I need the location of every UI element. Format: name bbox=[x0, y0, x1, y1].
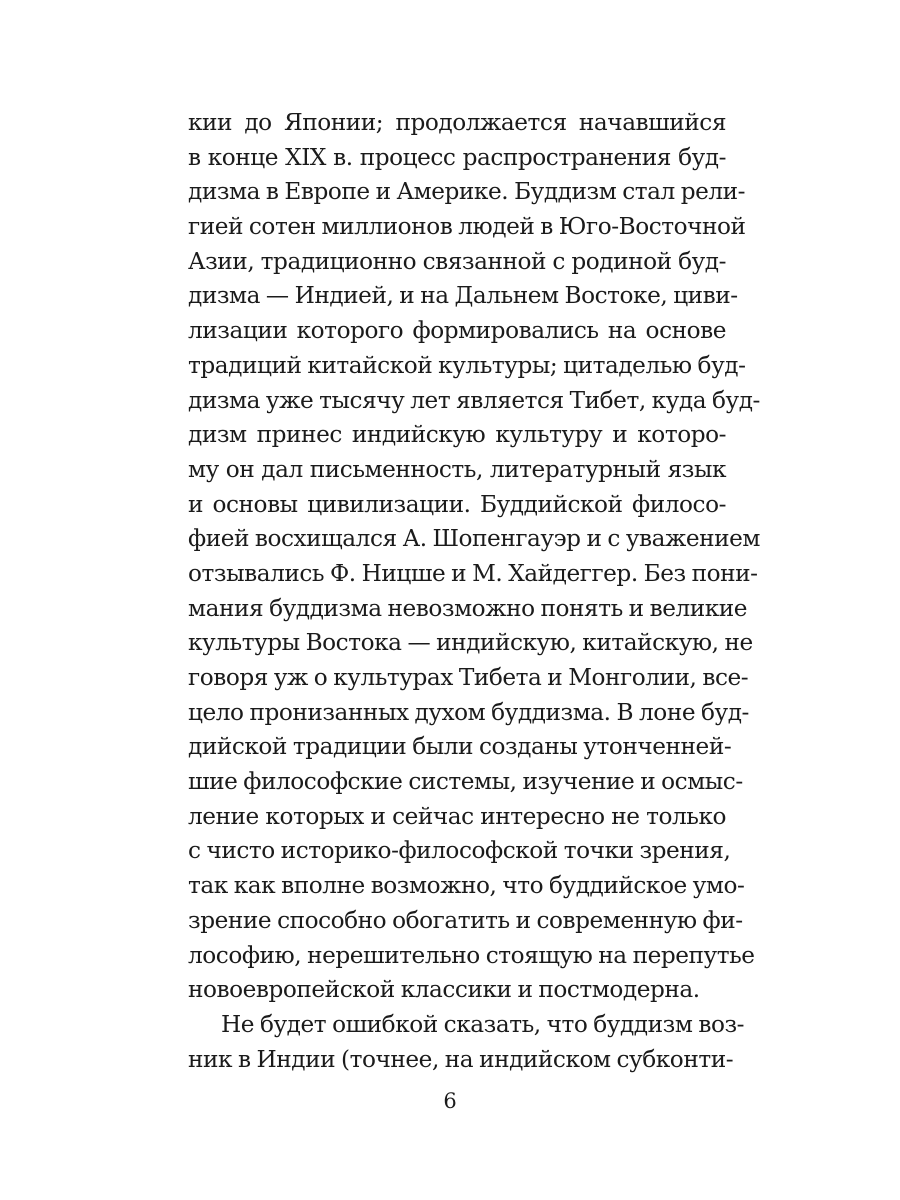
text-line: лософию, нерешительно стоящую на перепутье bbox=[188, 941, 755, 969]
text-line: культуры Востока — индийскую, китайскую, не bbox=[188, 629, 753, 657]
text-line: говоря уж о культурах Тибета и Монголии, все- bbox=[188, 664, 749, 691]
text-line: дийской традиции были созданы утонченней- bbox=[188, 733, 732, 761]
paragraph-start-line: Не будет ошибкой сказать, что буддизм воз- bbox=[221, 1010, 745, 1038]
body-text bbox=[188, 106, 761, 1077]
text-line: отзывались Ф. Ницше и М. Хайдеггер. Без пони- bbox=[188, 559, 758, 587]
text-line: мания буддизма невозможно понять и великие bbox=[188, 594, 748, 622]
text-line: фией восхищался А. Шопенгауэр и с уважением bbox=[188, 525, 761, 553]
text-line: лизации которого формировались на основе bbox=[188, 317, 726, 345]
text-line: в конце XIX в. процесс распространения буд- bbox=[188, 143, 726, 171]
text-line: дизма уже тысячу лет является Тибет, куда буд- bbox=[188, 386, 760, 414]
text-line: и основы цивилизации. Буддийской филосо- bbox=[188, 490, 726, 518]
text-line: ление которых и сейчас интересно не только bbox=[188, 802, 726, 830]
text-line: кии до Японии; продолжается начавшийся bbox=[188, 109, 726, 136]
text-line: с чисто историко-философской точки зрения, bbox=[188, 837, 731, 865]
text-line: дизма — Индией, и на Дальнем Востоке, циви- bbox=[188, 282, 738, 310]
page-number: 6 bbox=[443, 1089, 457, 1113]
text-line: Азии, традиционно связанной с родиной буд- bbox=[188, 247, 726, 275]
text-line: гией сотен миллионов людей в Юго-Восточной bbox=[188, 213, 746, 241]
text-line: так как вполне возможно, что буддийское умо- bbox=[188, 872, 745, 900]
text-line: цело пронизанных духом буддизма. В лоне буд- bbox=[188, 698, 749, 726]
text-line: шие философские системы, изучение и осмыс- bbox=[188, 768, 743, 796]
text-line: му он дал письменность, литературный язык bbox=[188, 455, 726, 483]
text-line: дизм принес индийскую культуру и которо- bbox=[188, 421, 726, 449]
text-line: зрение способно обогатить и современную фи- bbox=[188, 906, 743, 934]
text-line: ник в Индии (точнее, на индийском субконти- bbox=[188, 1045, 734, 1073]
text-line: традиций китайской культуры; цитаделью буд- bbox=[188, 351, 746, 379]
paragraph-end-line: новоевропейской классики и постмодерна. bbox=[188, 976, 700, 1004]
text-line: дизма в Европе и Америке. Буддизм стал рели- bbox=[188, 178, 746, 206]
